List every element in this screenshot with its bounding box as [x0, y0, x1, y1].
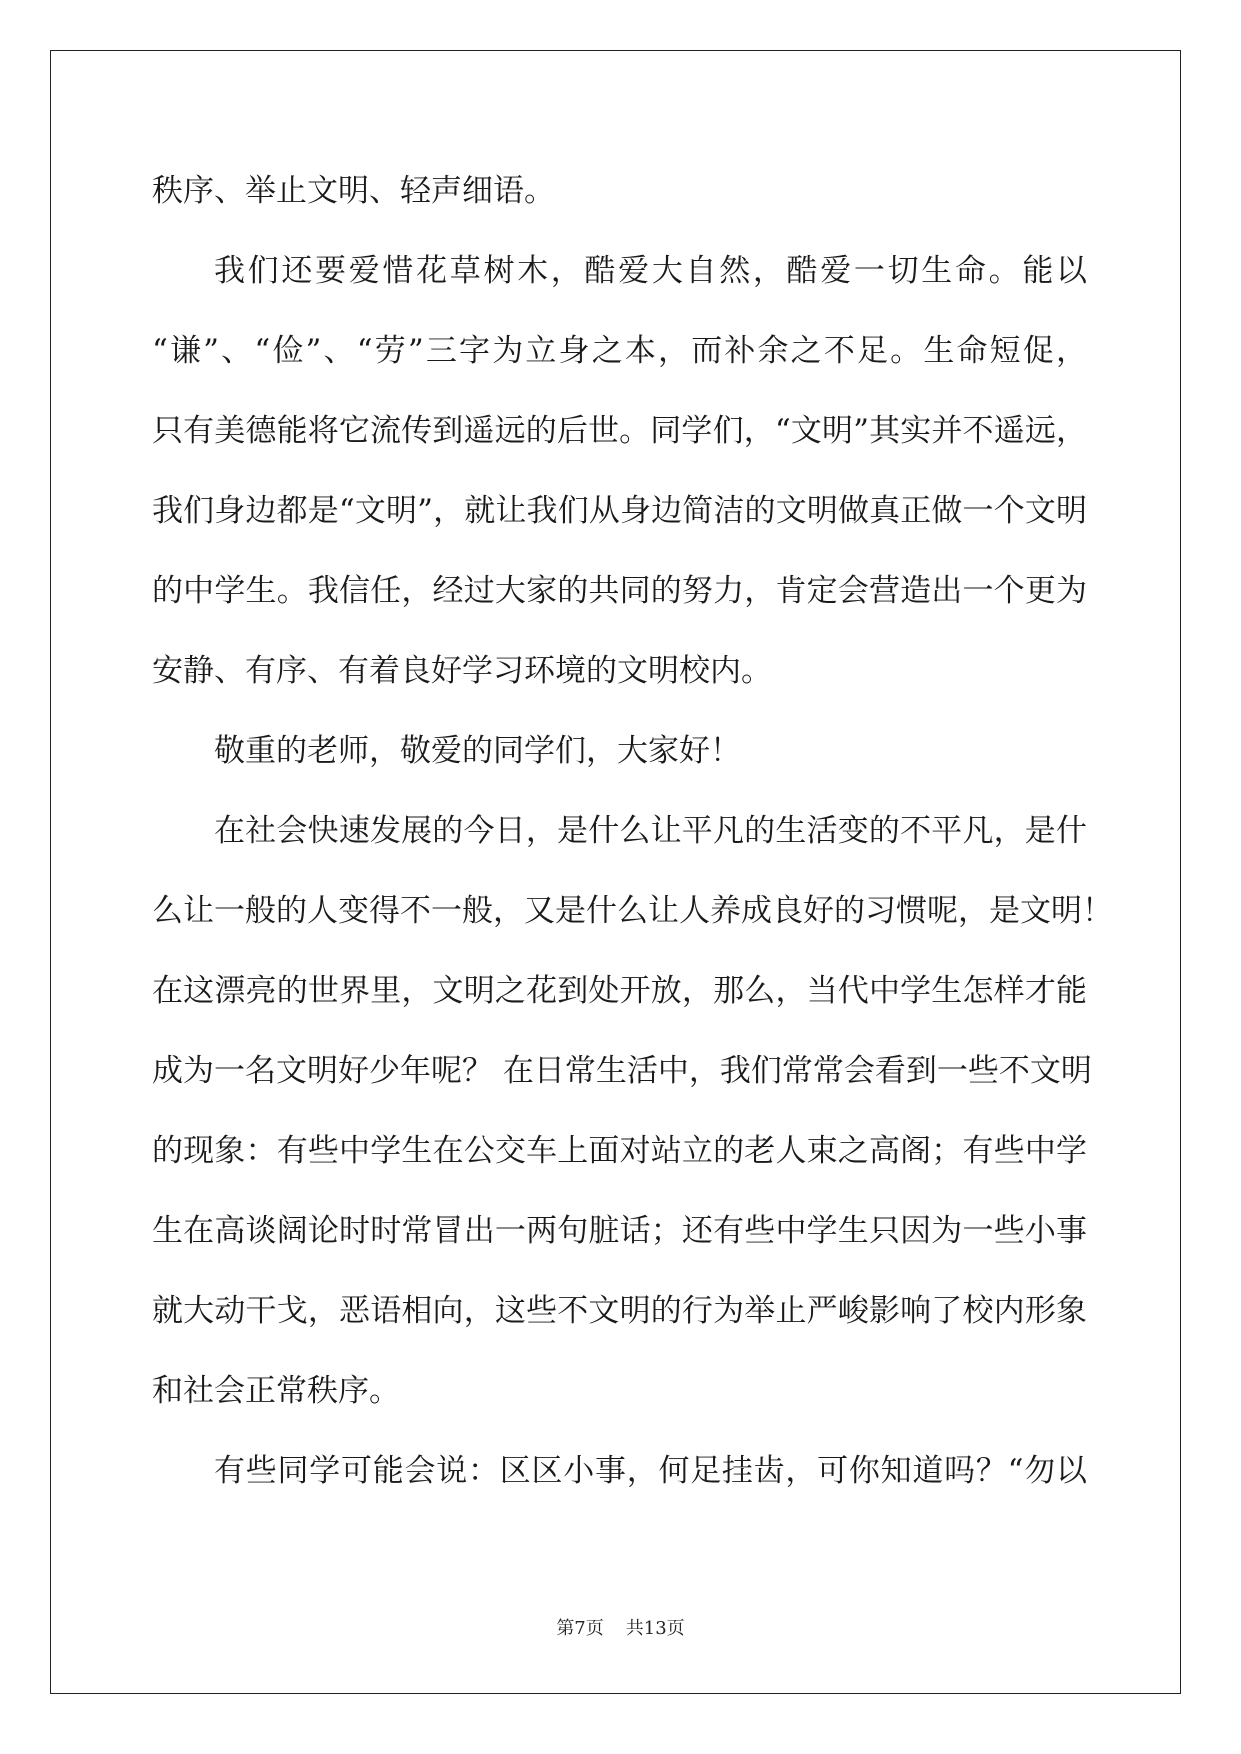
text-line: 只有美德能将它流传到遥远的后世。同学们，“文明”其实并不遥远， [152, 413, 1087, 449]
text-line: 的现象：有些中学生在公交车上面对站立的老人束之高阁；有些中学 [152, 1133, 1087, 1169]
text-line: 在这漂亮的世界里，文明之花到处开放，那么，当代中学生怎样才能 [152, 973, 1087, 1009]
text-line: 成为一名文明好少年呢？ 在日常生活中，我们常常会看到一些不文明 [152, 1053, 1092, 1089]
text-line: 在社会快速发展的今日，是什么让平凡的生活变的不平凡，是什 [214, 813, 1087, 849]
page-number: 第7页 [556, 1618, 604, 1639]
page-footer [0, 1614, 1241, 1640]
document-body [152, 165, 1113, 1525]
text-line: 我们身边都是“文明”，就让我们从身边简洁的文明做真正做一个文明 [152, 493, 1087, 529]
text-line: 就大动干戈，恶语相向，这些不文明的行为举止严峻影响了校内形象 [152, 1293, 1087, 1329]
text-line: 安静、有序、有着良好学习环境的文明校内。 [152, 653, 772, 689]
text-line: 秩序、举止文明、轻声细语。 [152, 173, 555, 209]
text-line: 的中学生。我信任，经过大家的共同的努力，肯定会营造出一个更为 [152, 573, 1087, 609]
text-line: 敬重的老师，敬爱的同学们，大家好！ [214, 733, 741, 769]
text-line: 生在高谈阔论时时常冒出一两句脏话；还有些中学生只因为一些小事 [152, 1213, 1087, 1249]
text-line: “谦”、“俭”、“劳”三字为立身之本，而补余之不足。生命短促， [152, 333, 1087, 369]
text-line: 有些同学可能会说：区区小事，何足挂齿，可你知道吗？“勿以 [214, 1453, 1087, 1489]
page-total: 共13页 [625, 1618, 685, 1639]
text-line: 么让一般的人变得不一般，又是什么让人养成良好的习惯呢，是文明！ [152, 893, 1113, 929]
text-line: 和社会正常秩序。 [152, 1373, 400, 1409]
text-line: 我们还要爱惜花草树木，酷爱大自然，酷爱一切生命。能以 [214, 253, 1087, 289]
